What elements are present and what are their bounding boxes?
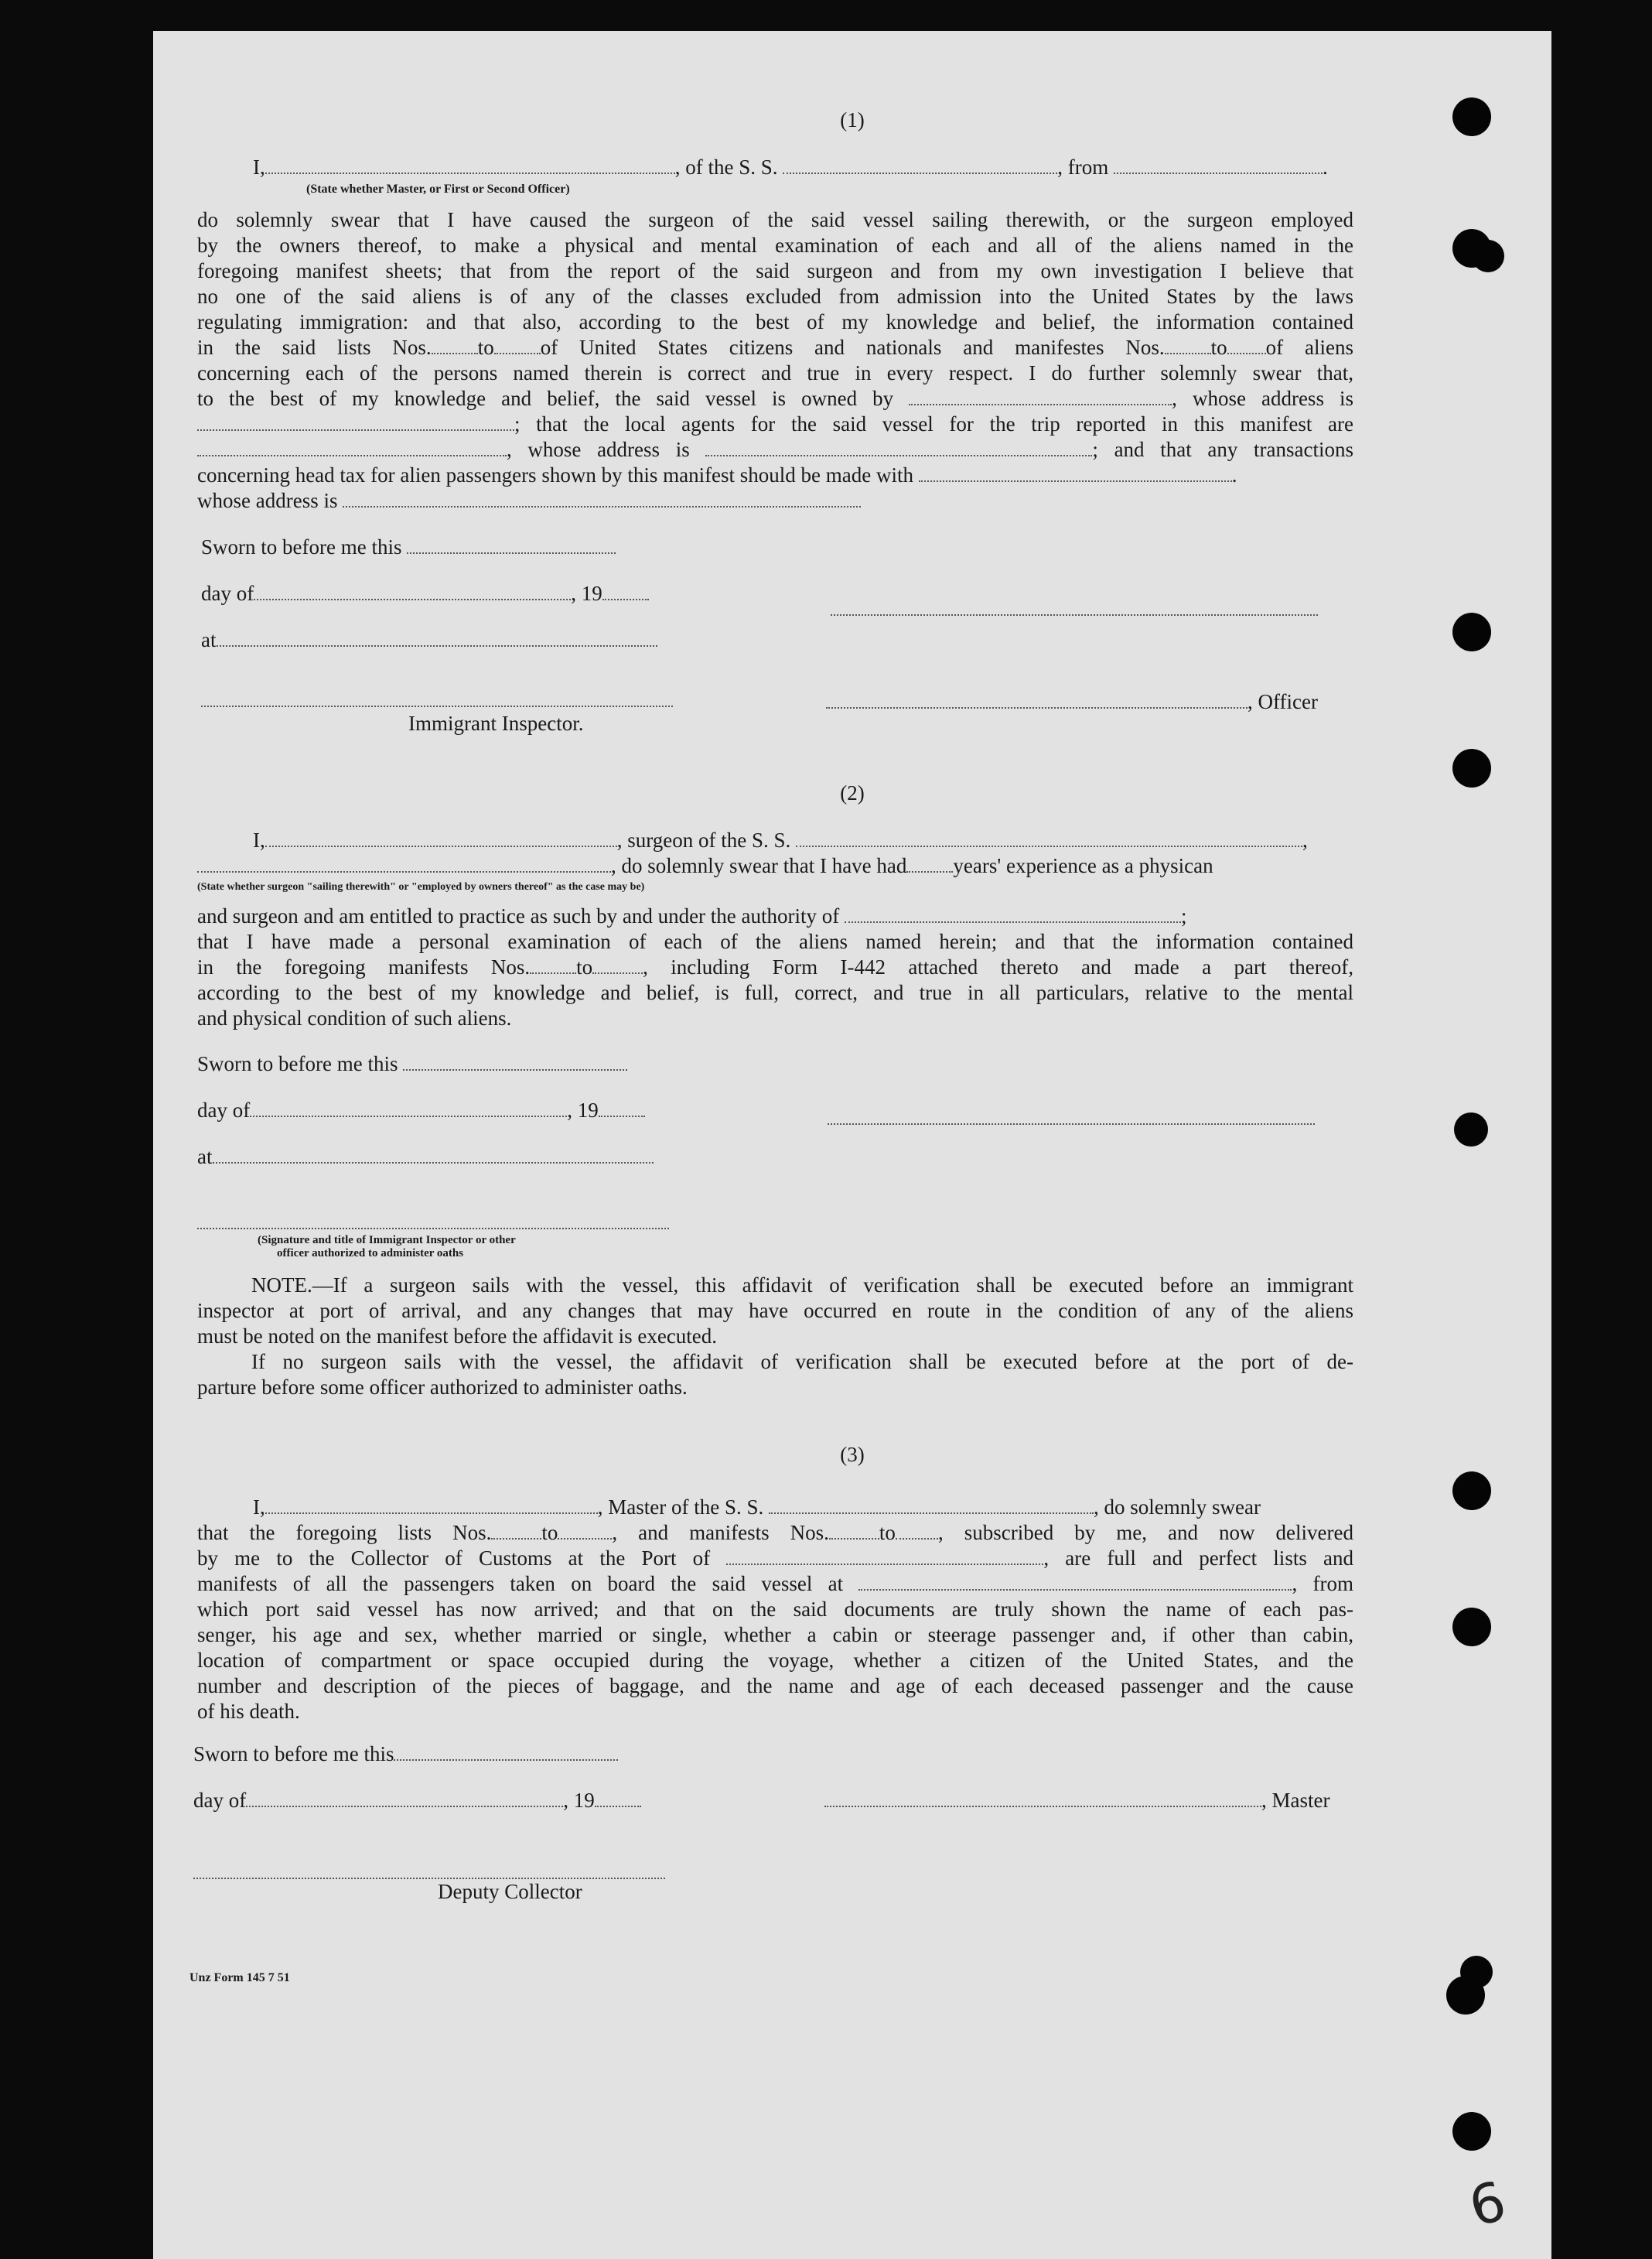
s3-day-field[interactable] (246, 1789, 563, 1807)
s2-text-line: and surgeon and am entitled to practice as such by and under the authority of ; (197, 904, 1187, 928)
s1-inspector-label: Immigrant Inspector. (408, 712, 584, 735)
owner-field[interactable] (909, 387, 1172, 405)
s2-line-surgeon: I, , surgeon of the S. S. , (253, 829, 1308, 852)
embark-port-field[interactable] (858, 1572, 1292, 1591)
s1-text-line: in the said lists Nos. to of United States citizens and nationals and manifestes Nos. to of aliens (197, 336, 1353, 359)
s1-sworn-field[interactable] (407, 535, 616, 554)
s1-text-line: by the owners thereof, to make a physical and mental examination of each and all of the aliens named in the (197, 234, 1353, 257)
s1-text-line: do solemnly swear that I have caused the surgeon of the said vessel sailing therewith, or the surgeon employed (197, 208, 1353, 231)
s2-text-line: and physical condition of such aliens. (197, 1006, 512, 1030)
list-to-field[interactable] (494, 336, 541, 354)
s2-year-field[interactable] (599, 1099, 645, 1117)
punch-hole-icon (1446, 1976, 1485, 2015)
s3-text-line: senger, his age and sex, whether married or single, whether a cabin or steerage passenger and, if other than cabin, (197, 1623, 1353, 1646)
s2-inspector-line[interactable] (197, 1226, 669, 1229)
s3-day-of: day of , 19 (193, 1789, 641, 1813)
section-1-number: (1) (840, 108, 865, 132)
s2-sworn-field[interactable] (403, 1052, 627, 1071)
head-tax-address-field[interactable] (343, 489, 861, 508)
s3-list-to-field[interactable] (558, 1521, 612, 1540)
s3-list-from-field[interactable] (491, 1521, 541, 1540)
s3-collector-line[interactable] (193, 1876, 665, 1879)
pencil-mark: 6 (1463, 2168, 1513, 2240)
note-line: must be noted on the manifest before the affidavit is executed. (197, 1324, 718, 1348)
s3-master-name-field[interactable] (265, 1495, 598, 1514)
note-line: parture before some officer authorized to administer oaths. (197, 1376, 688, 1399)
owner-address-field[interactable] (197, 412, 514, 431)
s3-text-line: manifests of all the passengers taken on board the said vessel at , from (197, 1572, 1354, 1595)
s1-inspector-line[interactable] (201, 704, 673, 707)
s3-manifest-to-field[interactable] (896, 1521, 938, 1540)
s2-sworn: Sworn to before me this (197, 1052, 627, 1076)
s3-master-signature-field[interactable] (824, 1789, 1261, 1807)
s1-officer: , Officer (826, 690, 1318, 714)
s1-day-field[interactable] (254, 582, 571, 600)
s1-at: at (201, 628, 657, 652)
s2-at-field[interactable] (213, 1145, 654, 1164)
s1-text-line: regulating immigration: and that also, according to the best of my knowledge and belief, the information contained (197, 310, 1353, 333)
punch-hole-icon (1472, 240, 1504, 272)
surgeon-type-field[interactable] (197, 854, 611, 873)
s2-vessel-field[interactable] (796, 829, 1302, 847)
s1-text-line: no one of the said aliens is of any of the classes excluded from admission into the United States by the laws (197, 285, 1353, 308)
s2-text-line: according to the best of my knowledge and belief, is full, correct, and true in all particulars, relative to the mental (197, 981, 1353, 1004)
section-2-number: (2) (840, 781, 865, 805)
s1-text-line: ; that the local agents for the said vessel for the trip reported in this manifest are (197, 412, 1353, 437)
note-line: inspector at port of arrival, and any changes that may have occurred en route in the condition of any of the aliens (197, 1299, 1353, 1322)
s1-text-line: whose address is (197, 488, 1353, 514)
s2-signature-line[interactable] (828, 1122, 1315, 1125)
s1-officer-field[interactable] (826, 690, 1248, 709)
s3-text-line: number and description of the pieces of baggage, and the name and age of each deceased passenger and the cause (197, 1674, 1353, 1697)
s3-text-line: that the foregoing lists Nos. to , and manifests Nos. to , subscribed by me, and now delivered (197, 1521, 1354, 1544)
s2-sig-note: (Signature and title of Immigrant Inspector or other (258, 1234, 516, 1246)
s2-at: at (197, 1145, 654, 1169)
master-name-field[interactable] (265, 155, 675, 174)
s1-day-of: day of , 19 (201, 582, 649, 606)
form-number: Unz Form 145 7 51 (189, 1971, 290, 1984)
s3-master-sig: , Master (824, 1789, 1329, 1813)
surgeon-name-field[interactable] (265, 829, 617, 847)
s1-sworn: Sworn to before me this (201, 535, 616, 559)
s2-day-field[interactable] (250, 1099, 567, 1117)
punch-hole-icon (1452, 613, 1491, 651)
list-from-field[interactable] (432, 336, 478, 354)
punch-hole-icon (1452, 1471, 1491, 1510)
agents-address-field[interactable] (705, 438, 1092, 456)
s3-sworn-field[interactable] (394, 1742, 618, 1761)
vessel-name-field[interactable] (783, 155, 1057, 174)
port-field[interactable] (726, 1546, 1043, 1565)
authority-field[interactable] (845, 904, 1181, 923)
s2-text-line: in the foregoing manifests Nos. to , including Form I-442 attached thereto and made a part thereof, (197, 955, 1353, 979)
s1-text-line: to the best of my knowledge and belief, the said vessel is owned by , whose address is (197, 387, 1353, 410)
head-tax-field[interactable] (919, 463, 1232, 482)
s1-text-line: concerning each of the persons named therein is correct and true in every respect. I do further solemnly swear that, (197, 361, 1353, 384)
s1-text-line: foregoing manifest sheets; that from the report of the said surgeon and from my own investigation I believe that (197, 259, 1353, 282)
s1-year-field[interactable] (602, 582, 649, 600)
s3-manifest-from-field[interactable] (829, 1521, 879, 1540)
s1-at-field[interactable] (217, 628, 657, 647)
form-page (153, 31, 1551, 2259)
s2-manifest-to-field[interactable] (592, 955, 643, 974)
s3-collector-label: Deputy Collector (438, 1880, 582, 1903)
note-line: If no surgeon sails with the vessel, the affidavit of verification shall be executed before at the port of de- (251, 1350, 1353, 1373)
s1-line-master: I, , of the S. S. , from . (253, 155, 1328, 179)
s1-text-line: concerning head tax for alien passengers shown by this manifest should be made with . (197, 463, 1237, 487)
s3-text-line: by me to the Collector of Customs at the Port of , are full and perfect lists and (197, 1546, 1353, 1570)
s3-sworn: Sworn to before me this (193, 1742, 618, 1766)
s2-note: (State whether surgeon "sailing therewith" or "employed by owners thereof" as the case may be) (197, 881, 645, 893)
punch-hole-icon (1452, 2112, 1491, 2151)
s3-line-master: I, , Master of the S. S. , do solemnly swear (253, 1495, 1261, 1519)
s1-signature-line[interactable] (831, 613, 1318, 616)
punch-hole-icon (1452, 1608, 1491, 1646)
s3-vessel-field[interactable] (769, 1495, 1094, 1514)
s3-text-line: which port said vessel has now arrived; and that on the said documents are truly shown the name of each pas- (197, 1598, 1353, 1621)
s1-text-line: , whose address is ; and that any transactions (197, 437, 1353, 463)
s3-text-line: of his death. (197, 1700, 300, 1723)
s2-line-solemnly: , do solemnly swear that I have had years' experience as a physican (197, 853, 1353, 879)
s3-year-field[interactable] (595, 1789, 641, 1807)
s2-manifest-from-field[interactable] (530, 955, 576, 974)
punch-hole-icon (1454, 1112, 1488, 1147)
section-3-number: (3) (840, 1443, 865, 1466)
agents-field[interactable] (197, 438, 507, 456)
from-port-field[interactable] (1114, 155, 1323, 174)
s2-sig-note: officer authorized to administer oaths (277, 1247, 464, 1259)
s2-day-of: day of , 19 (197, 1099, 645, 1123)
manifest-from-field[interactable] (1165, 336, 1211, 354)
manifest-to-field[interactable] (1227, 336, 1266, 354)
s1-note: (State whether Master, or First or Second Officer) (306, 183, 570, 196)
s3-text-line: location of compartment or space occupied during the voyage, whether a citizen of the United States, and the (197, 1649, 1353, 1672)
note-line: NOTE.—If a surgeon sails with the vessel, this affidavit of verification shall be executed before an immigrant (251, 1273, 1353, 1297)
s2-text-line: that I have made a personal examination of each of the aliens named herein; and that the information contained (197, 930, 1353, 953)
years-field[interactable] (906, 854, 953, 873)
